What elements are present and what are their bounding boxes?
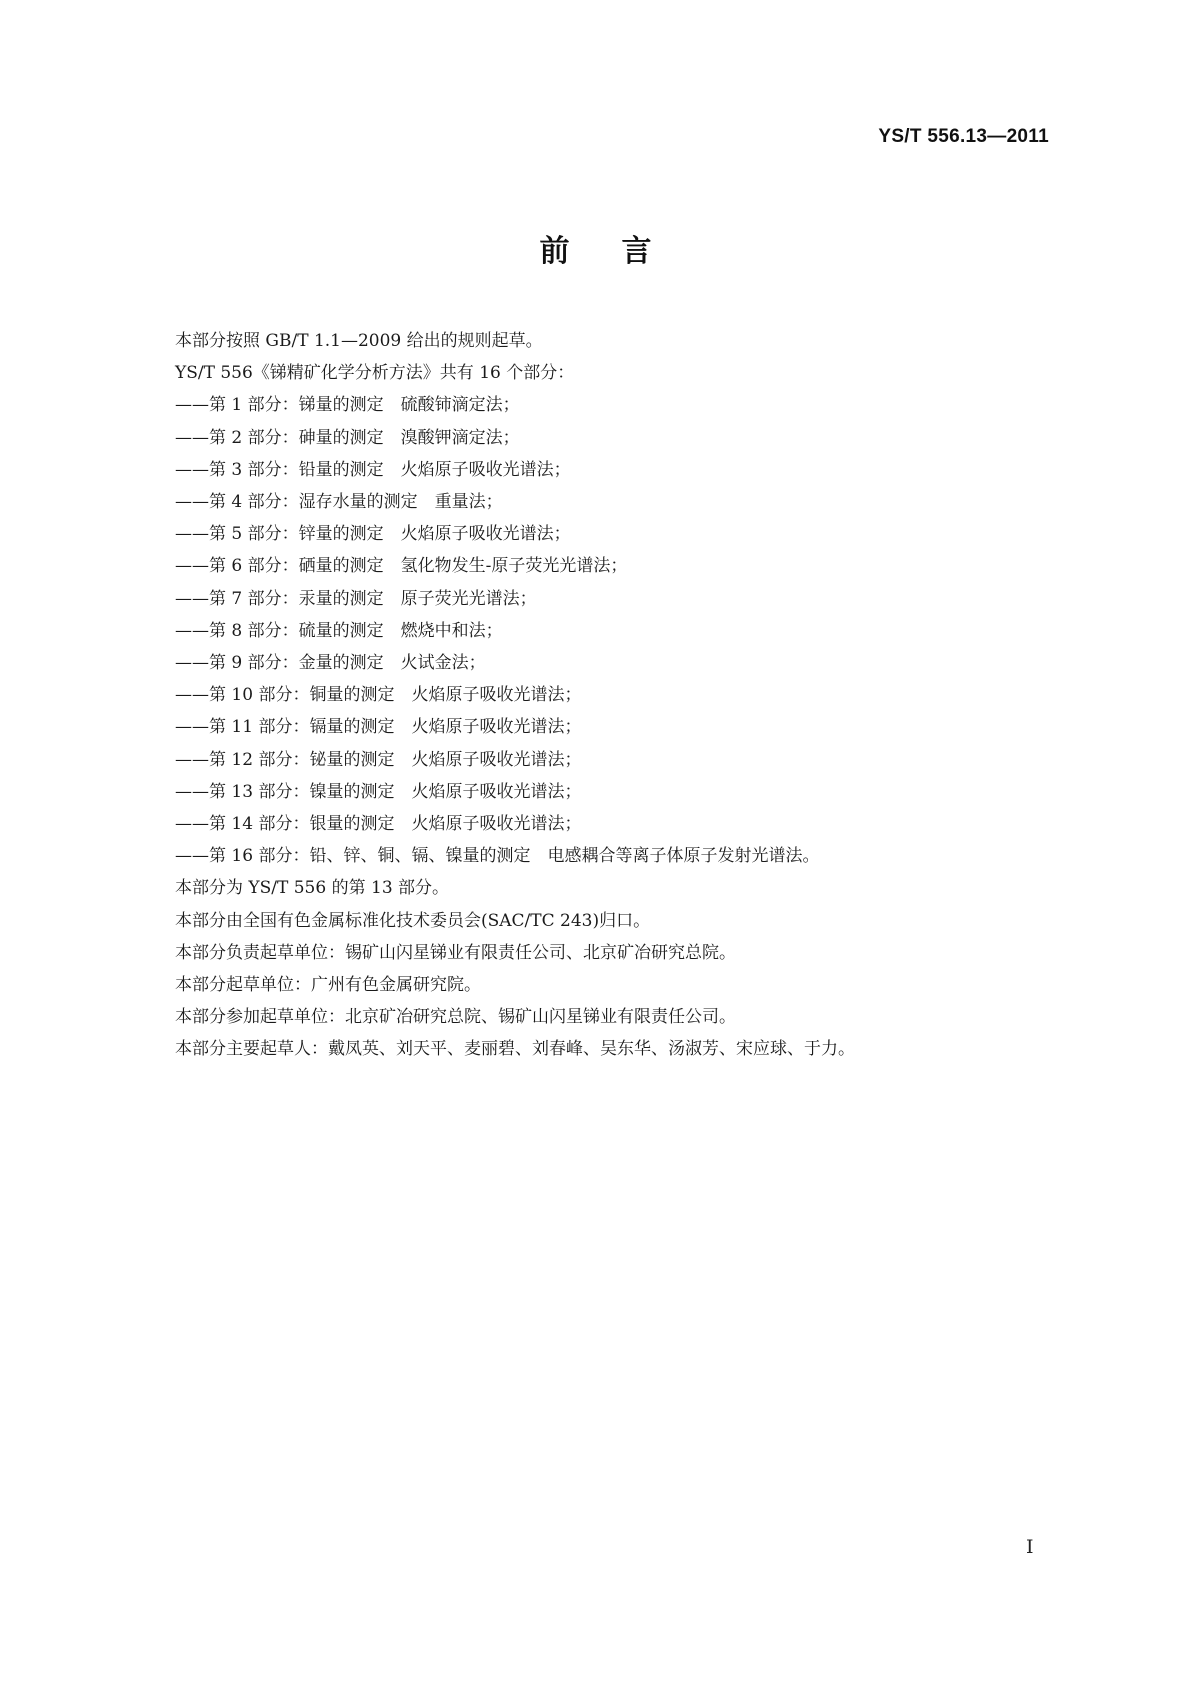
part-list-item: ——第 1 部分：锑量的测定 硫酸铈滴定法； [175, 395, 520, 416]
foreword-body [175, 325, 1055, 1066]
standard-code: YS/T 556.13—2011 [878, 126, 1049, 147]
participating-drafting-units: 本部分参加起草单位：北京矿冶研究总院、锡矿山闪星锑业有限责任公司。 [175, 1007, 736, 1028]
part-list-item: ——第 10 部分：铜量的测定 火焰原子吸收光谱法； [175, 685, 582, 706]
rule-statement: 本部分按照 GB/T 1.1—2009 给出的规则起草。 [175, 331, 543, 351]
part-list-item: ——第 13 部分：镍量的测定 火焰原子吸收光谱法； [175, 781, 582, 802]
part-list-item: ——第 3 部分：铅量的测定 火焰原子吸收光谱法； [175, 459, 571, 480]
part-list-item: ——第 6 部分：硒量的测定 氢化物发生-原子荧光光谱法； [175, 556, 628, 577]
lead-drafting-units: 本部分负责起草单位：锡矿山闪星锑业有限责任公司、北京矿冶研究总院。 [175, 942, 736, 963]
part-list-item: ——第 9 部分：金量的测定 火试金法； [175, 653, 486, 674]
part-list-item: ——第 4 部分：湿存水量的测定 重量法； [175, 492, 503, 513]
part-list-item: ——第 16 部分：铅、锌、铜、镉、镍量的测定 电感耦合等离子体原子发射光谱法。 [175, 846, 820, 867]
part-list-item: ——第 12 部分：铋量的测定 火焰原子吸收光谱法； [175, 749, 582, 770]
part-list-item: ——第 5 部分：锌量的测定 火焰原子吸收光谱法； [175, 524, 571, 545]
part-list-item: ——第 11 部分：镉量的测定 火焰原子吸收光谱法； [175, 717, 582, 738]
part-list-item: ——第 14 部分：银量的测定 火焰原子吸收光谱法； [175, 814, 582, 835]
parts-intro: YS/T 556《锑精矿化学分析方法》共有 16 个部分： [175, 363, 575, 384]
part-list-item: ——第 2 部分：砷量的测定 溴酸钾滴定法； [175, 427, 520, 448]
page-number: I [1026, 1536, 1034, 1558]
drafting-unit: 本部分起草单位：广州有色金属研究院。 [175, 975, 481, 996]
main-drafters: 本部分主要起草人：戴凤英、刘天平、麦丽碧、刘春峰、吴东华、汤淑芳、宋应球、于力。 [175, 1039, 855, 1060]
page-title: 前言 [539, 234, 704, 269]
part-list-item: ——第 7 部分：汞量的测定 原子荧光光谱法； [175, 588, 537, 609]
part-statement: 本部分为 YS/T 556 的第 13 部分。 [175, 878, 450, 899]
part-list-item: ——第 8 部分：硫量的测定 燃烧中和法； [175, 620, 503, 641]
responsibility-statement: 本部分由全国有色金属标准化技术委员会(SAC/TC 243)归口。 [175, 910, 651, 931]
